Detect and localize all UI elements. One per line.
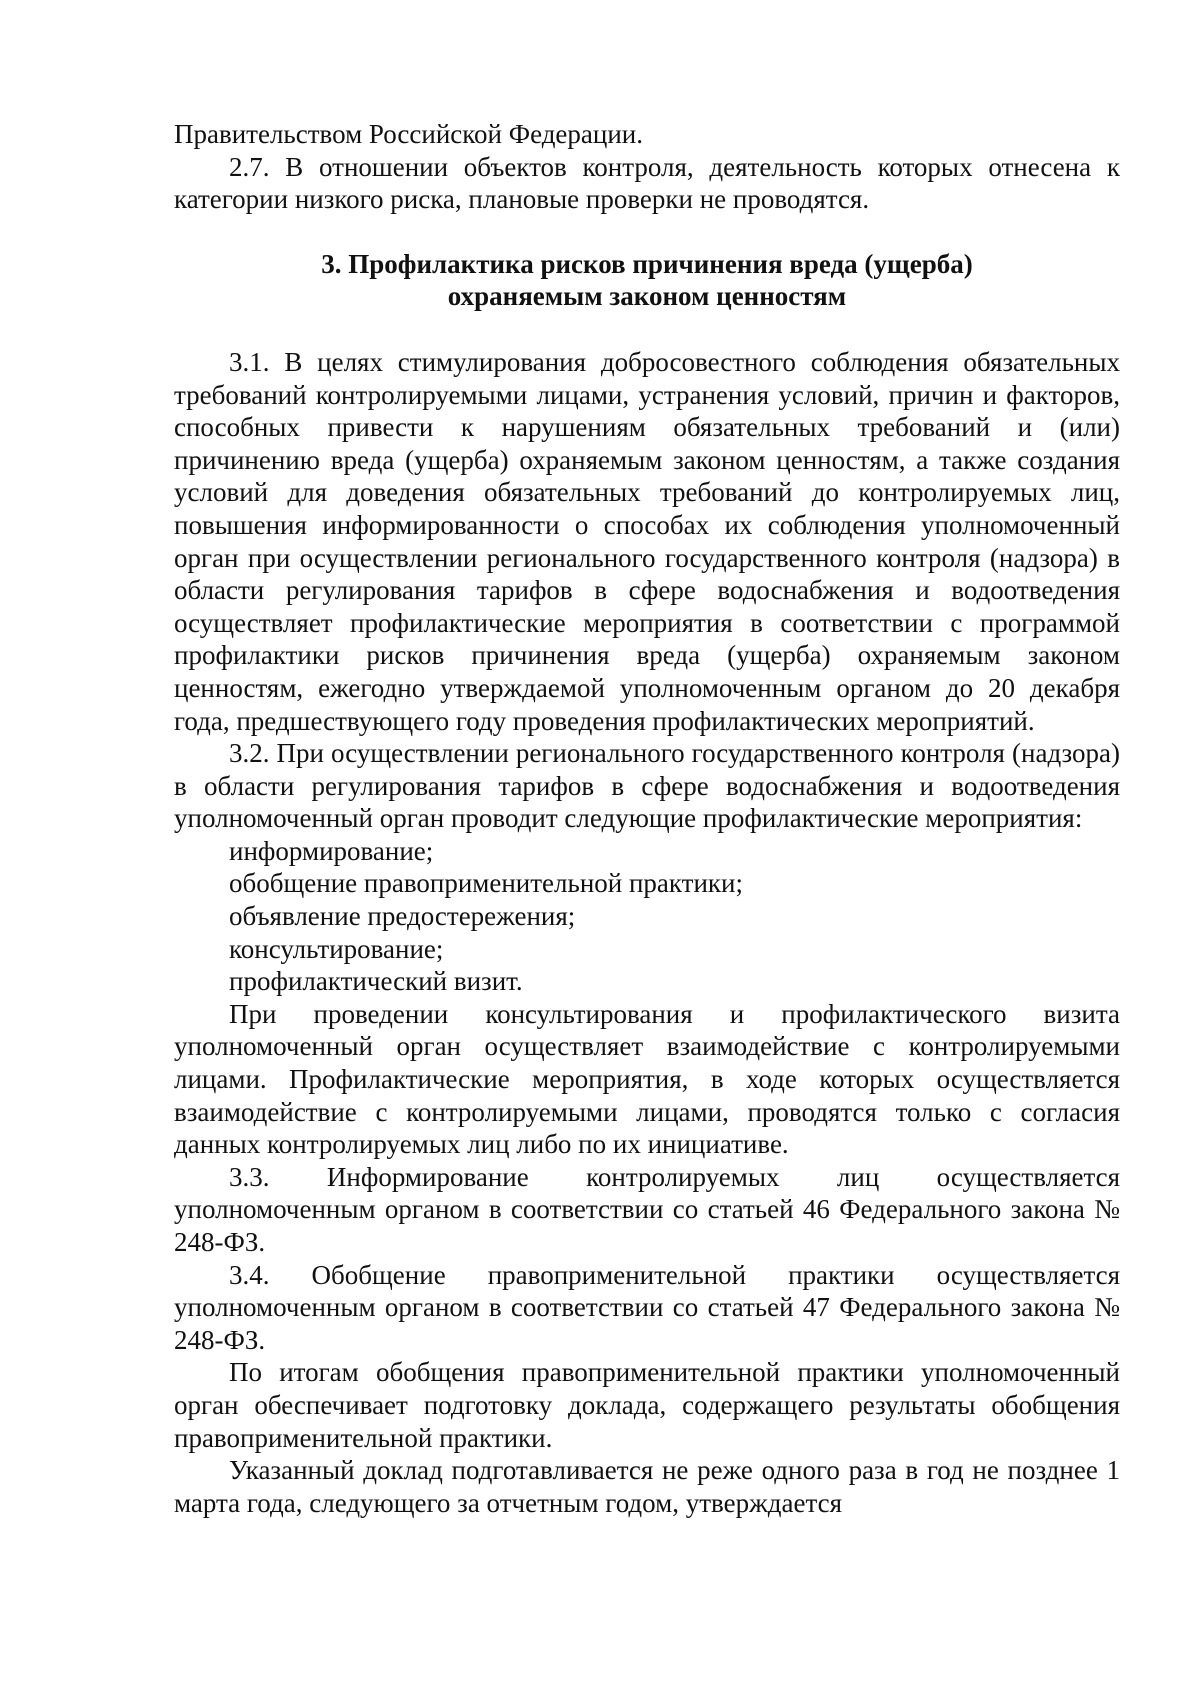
paragraph-2-7: 2.7. В отношении объектов контроля, деятельность которых отнесена к категории низкого риска, плановые проверки не проводятся.: [174, 151, 1120, 215]
document-page: [174, 118, 1120, 1519]
list-item: профилактический визит.: [229, 966, 523, 997]
list-item: объявление предостережения;: [229, 901, 576, 932]
list-item: консультирование;: [229, 933, 444, 964]
paragraph-3-1: 3.1. В целях стимулирования добросовестного соблюдения обязательных требований контролируемыми лицами, устранения условий, причин и факторов, способных привести к нарушениям обязательных требований и (или) причинению вреда (ущерба) охраняемым законом ценностям, а также создания условий для доведения обязательных требований до контролируемых лиц, повышения информированности о способах их соблюдения уполномоченный орган при осуществлении регионального государственного контроля (надзора) в области регулирования тарифов в сфере водоснабжения и водоотведения осуществляет профилактические мероприятия в соответствии с программой профилактики рисков причинения вреда (ущерба) охраняемым законом ценностям, ежегодно утверждаемой уполномоченным органом до 20 декабря года, предшествующего году проведения профилактических мероприятий.: [174, 346, 1120, 736]
paragraph-3-3: 3.3. Информирование контролируемых лиц осуществляется уполномоченным органом в соответствии со статьей 46 Федерального закона № 248-ФЗ.: [174, 1161, 1120, 1257]
list-item: информирование;: [229, 835, 434, 866]
paragraph-3-4: 3.4. Обобщение правоприменительной практики осуществляется уполномоченным органом в соответствии со статьей 47 Федерального закона № 248-ФЗ.: [174, 1259, 1120, 1355]
list-item: обобщение правоприменительной практики;: [229, 868, 743, 899]
intro-line: Правительством Российской Федерации.: [174, 119, 643, 149]
section-heading-line2: охраняемым законом ценностям: [447, 281, 847, 312]
section-heading-line1: 3. Профилактика рисков причинения вреда (ущерба): [321, 248, 973, 279]
paragraph-consultation: При проведении консультирования и профилактического визита уполномоченный орган осуществляет взаимодействие с контролируемыми лицами. Профилактические мероприятия, в ходе которых осуществляется взаимодействие с контролируемыми лицами, проводятся только с согласия данных контролируемых лиц либо по их инициативе.: [174, 998, 1120, 1160]
paragraph-results: По итогам обобщения правоприменительной практики уполномоченный орган обеспечивает подготовку доклада, содержащего результаты обобщения правоприменительной практики.: [174, 1357, 1120, 1453]
section-heading: [174, 248, 1120, 313]
paragraph-report: Указанный доклад подготавливается не реже одного раза в год не позднее 1 марта года, следующего за отчетным годом, утверждается: [174, 1455, 1120, 1518]
paragraph-3-2: 3.2. При осуществлении регионального государственного контроля (надзора) в области регулирования тарифов в сфере водоснабжения и водоотведения уполномоченный орган проводит следующие профилактические мероприятия:: [174, 738, 1120, 834]
